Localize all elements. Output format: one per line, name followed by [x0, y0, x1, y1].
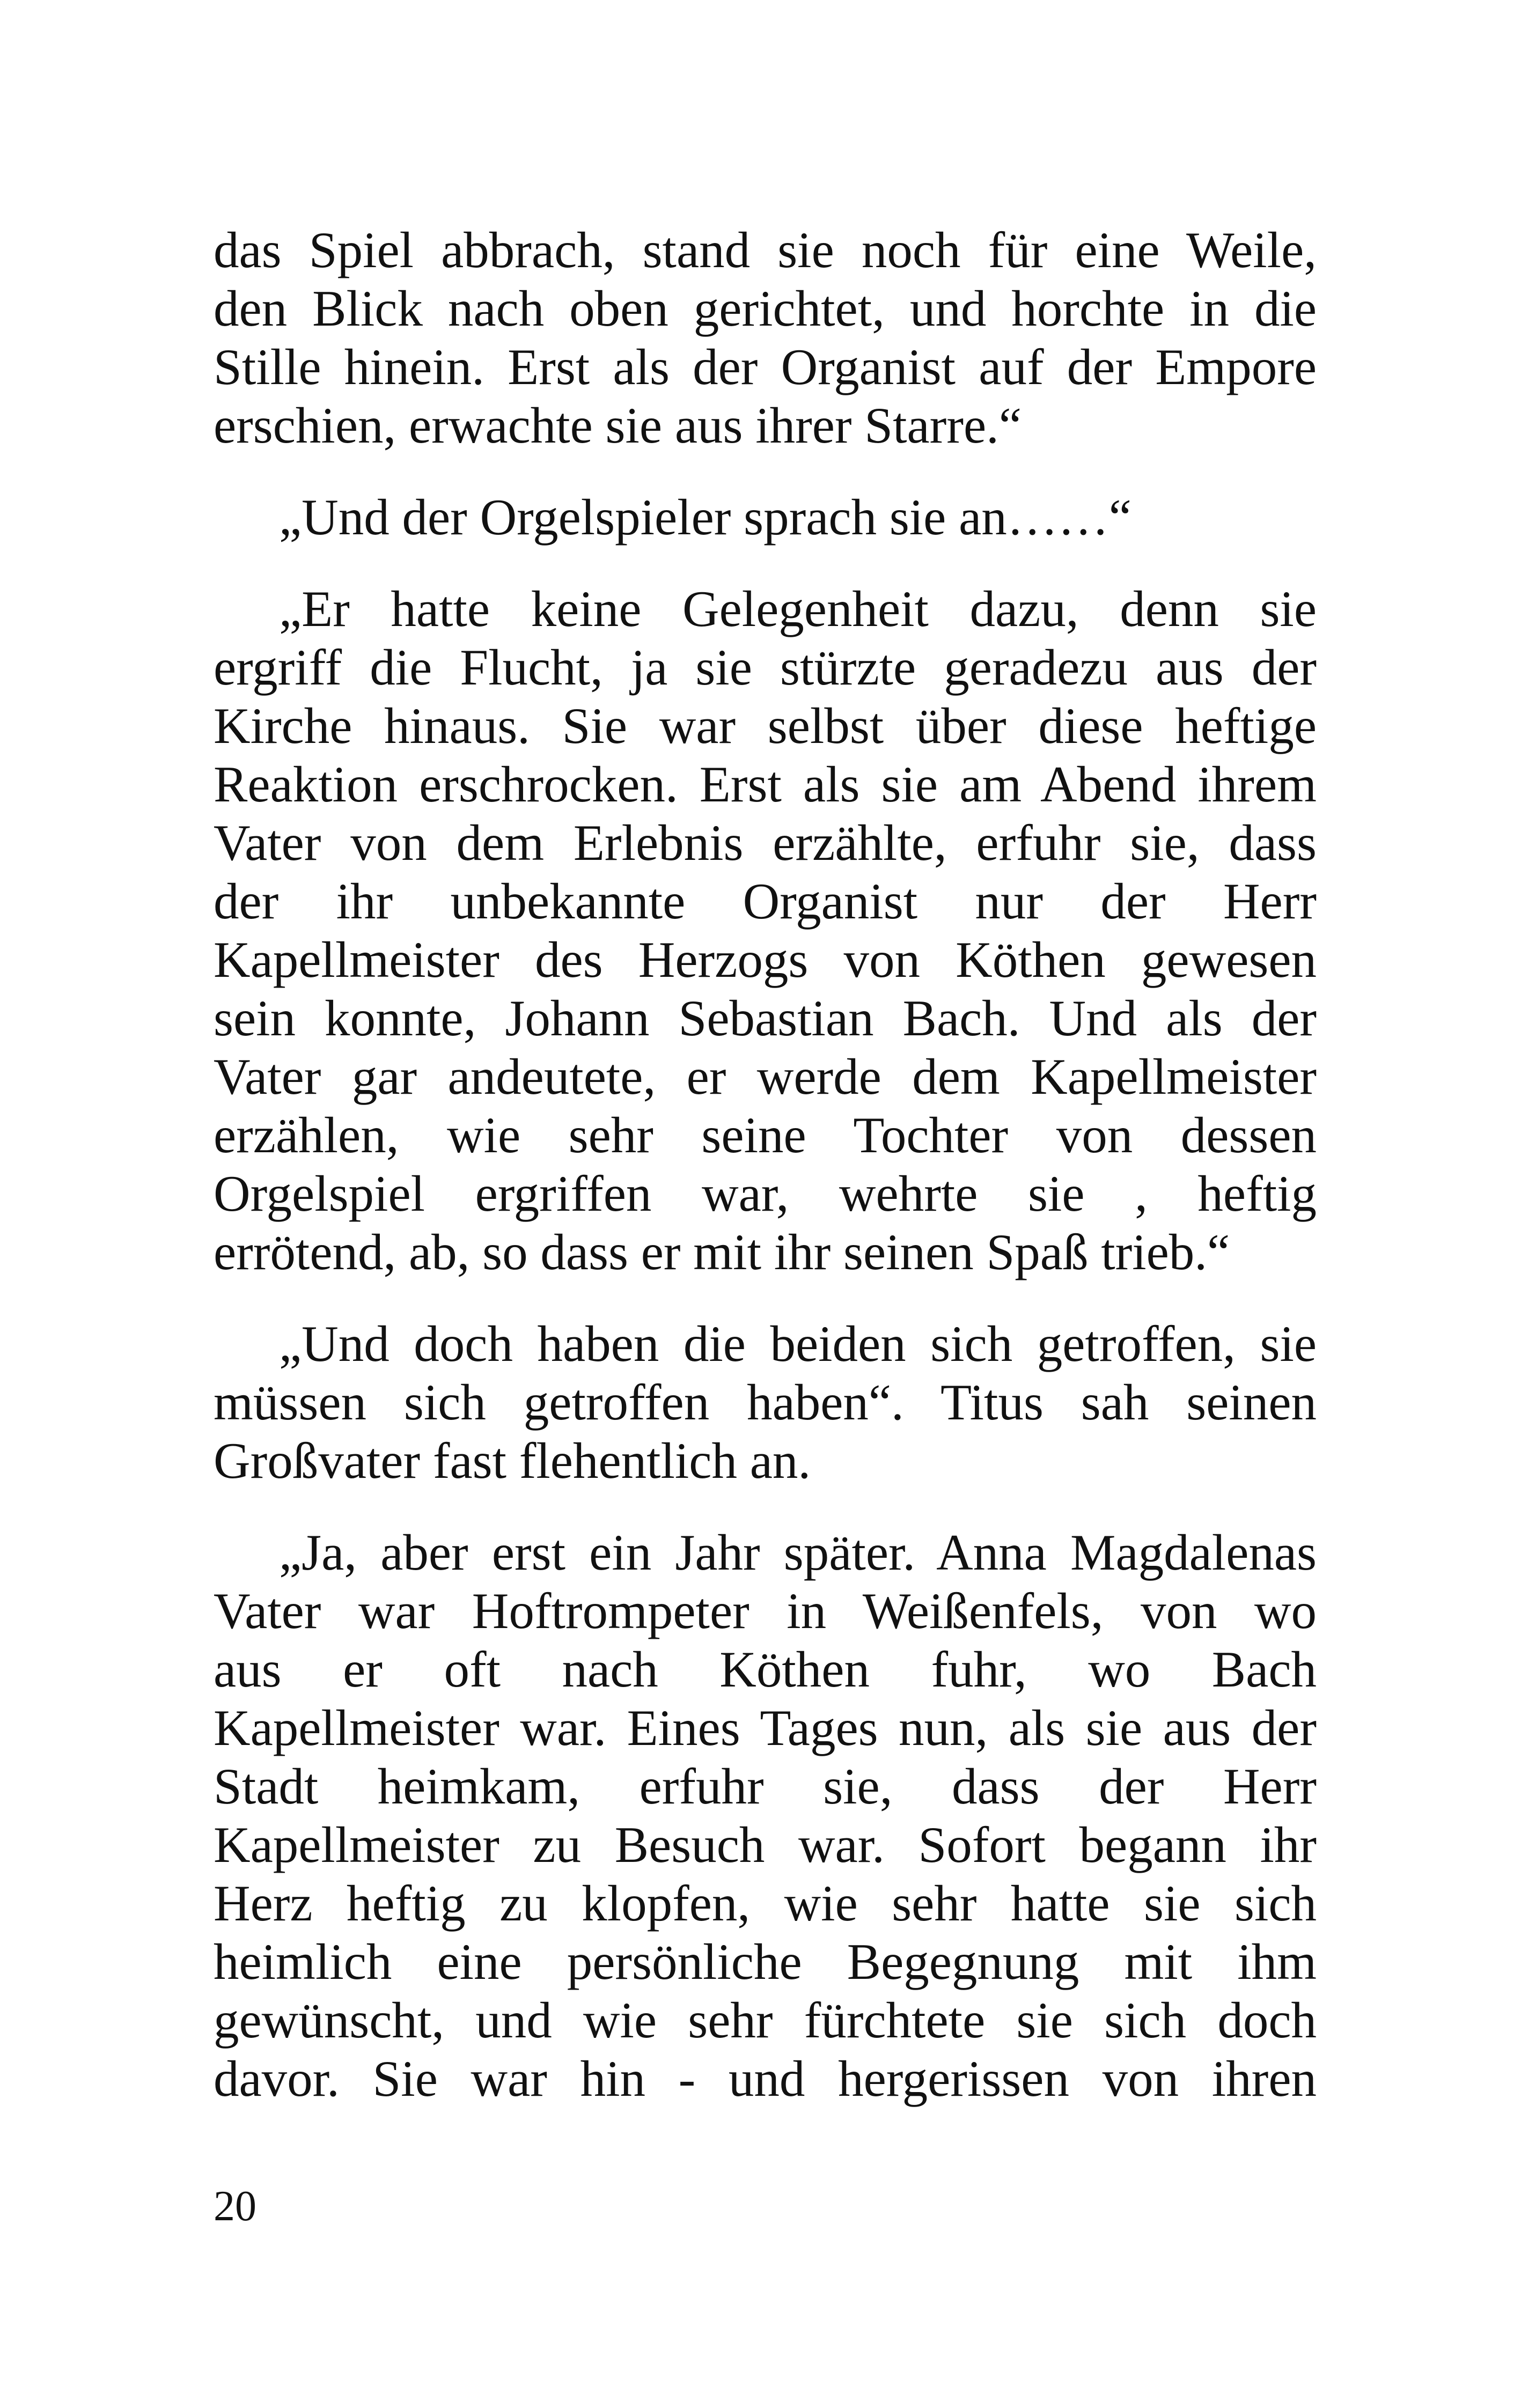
text-line: Stille hinein. Erst als der Organist auf der Empore [214, 338, 1317, 395]
paragraph [214, 1523, 1317, 2108]
text-line: „Ja, aber erst ein Jahr später. Anna Magdalenas [279, 1524, 1317, 1581]
text-line: Kapellmeister war. Eines Tages nun, als sie aus der [214, 1699, 1317, 1756]
text-line: das Spiel abbrach, stand sie noch für eine Weile, [214, 222, 1317, 278]
text-line: „Und der Orgelspieler sprach sie an……“ [279, 489, 1131, 546]
text-line: Kirche hinaus. Sie war selbst über diese heftige [214, 697, 1317, 754]
text-line: Stadt heimkam, erfuhr sie, dass der Herr [214, 1758, 1317, 1815]
text-line: Kapellmeister des Herzogs von Köthen gewesen [214, 931, 1317, 988]
text-line: Orgelspiel ergriffen war, wehrte sie , heftig [214, 1165, 1317, 1222]
text-line: Vater war Hoftrompeter in Weißenfels, von wo [214, 1582, 1317, 1639]
paragraph [214, 580, 1317, 1282]
text-line: Herz heftig zu klopfen, wie sehr hatte sie sich [214, 1875, 1317, 1932]
text-line: sein konnte, Johann Sebastian Bach. Und als der [214, 990, 1317, 1047]
body-text [214, 221, 1317, 2141]
text-line: aus er oft nach Köthen fuhr, wo Bach [214, 1641, 1317, 1698]
text-line: heimlich eine persönliche Begegnung mit ihm [214, 1933, 1317, 1990]
text-line: errötend, ab, so dass er mit ihr seinen Spaß trieb.“ [214, 1224, 1230, 1280]
text-line: „Und doch haben die beiden sich getroffen, sie [279, 1315, 1317, 1372]
text-line: den Blick nach oben gerichtet, und horchte in die [214, 280, 1317, 337]
text-line: gewünscht, und wie sehr fürchtete sie sich doch [214, 1992, 1317, 2049]
paragraph [214, 221, 1317, 455]
text-line: Kapellmeister zu Besuch war. Sofort begann ihr [214, 1816, 1317, 1873]
text-line: ergriff die Flucht, ja sie stürzte geradezu aus der [214, 639, 1317, 696]
text-line: erschien, erwachte sie aus ihrer Starre.“ [214, 397, 1022, 454]
text-line: „Er hatte keine Gelegenheit dazu, denn sie [279, 580, 1317, 637]
paragraph [214, 488, 1317, 547]
text-line: Vater von dem Erlebnis erzählte, erfuhr sie, dass [214, 814, 1317, 871]
paragraph [214, 1315, 1317, 1490]
text-line: Reaktion erschrocken. Erst als sie am Abend ihrem [214, 756, 1317, 813]
text-line: müssen sich getroffen haben“. Titus sah seinen [214, 1374, 1317, 1431]
text-line: davor. Sie war hin - und hergerissen von ihren [214, 2050, 1317, 2107]
page-number: 20 [214, 2183, 256, 2230]
text-line: Großvater fast flehentlich an. [214, 1432, 811, 1489]
text-line: Vater gar andeutete, er werde dem Kapellmeister [214, 1048, 1317, 1105]
text-line: der ihr unbekannte Organist nur der Herr [214, 873, 1317, 930]
text-line: erzählen, wie sehr seine Tochter von dessen [214, 1107, 1317, 1164]
